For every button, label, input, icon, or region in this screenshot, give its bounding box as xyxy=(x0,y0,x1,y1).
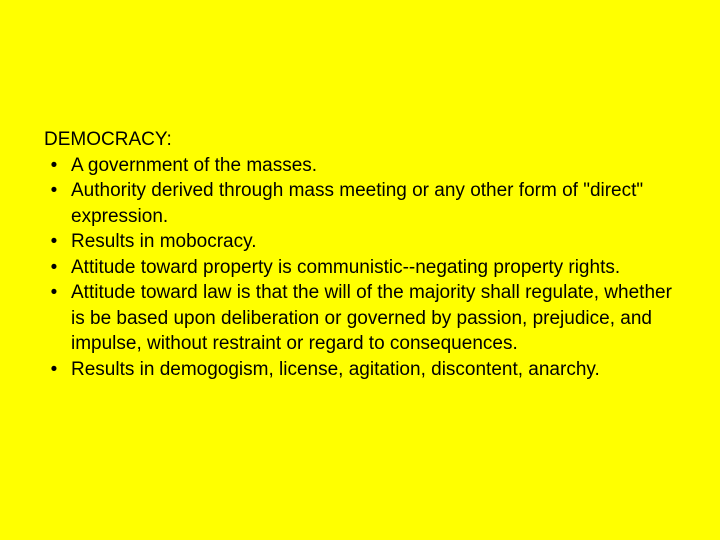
list-item-text: Authority derived through mass meeting or any other form of "direct" expression. xyxy=(71,180,644,227)
bullet-icon: • xyxy=(50,256,58,278)
list-item-text: A government of the masses. xyxy=(71,154,318,176)
list-item xyxy=(44,153,684,179)
bullet-list xyxy=(44,153,684,383)
bullet-icon: • xyxy=(50,282,58,303)
slide-heading: DEMOCRACY: xyxy=(44,129,172,150)
list-item xyxy=(44,255,684,281)
slide-content xyxy=(44,127,684,382)
bullet-icon: • xyxy=(50,231,58,252)
bullet-icon: • xyxy=(50,358,58,380)
bullet-icon: • xyxy=(50,154,58,176)
list-item xyxy=(44,280,684,357)
list-item-text: Results in demogogism, license, agitation, discontent, anarchy. xyxy=(71,358,600,380)
list-item xyxy=(44,229,684,255)
list-item xyxy=(44,178,684,229)
bullet-icon: • xyxy=(50,180,58,201)
list-item xyxy=(44,357,684,383)
list-item-text: Results in mobocracy. xyxy=(71,231,257,252)
list-item-text: Attitude toward property is communistic--negating property rights. xyxy=(71,256,621,278)
list-item-text: Attitude toward law is that the will of the majority shall regulate, whether is be based upon deliberation or governed by passion, prejudice, and impulse, without restraint or regard to consequences. xyxy=(71,282,672,354)
